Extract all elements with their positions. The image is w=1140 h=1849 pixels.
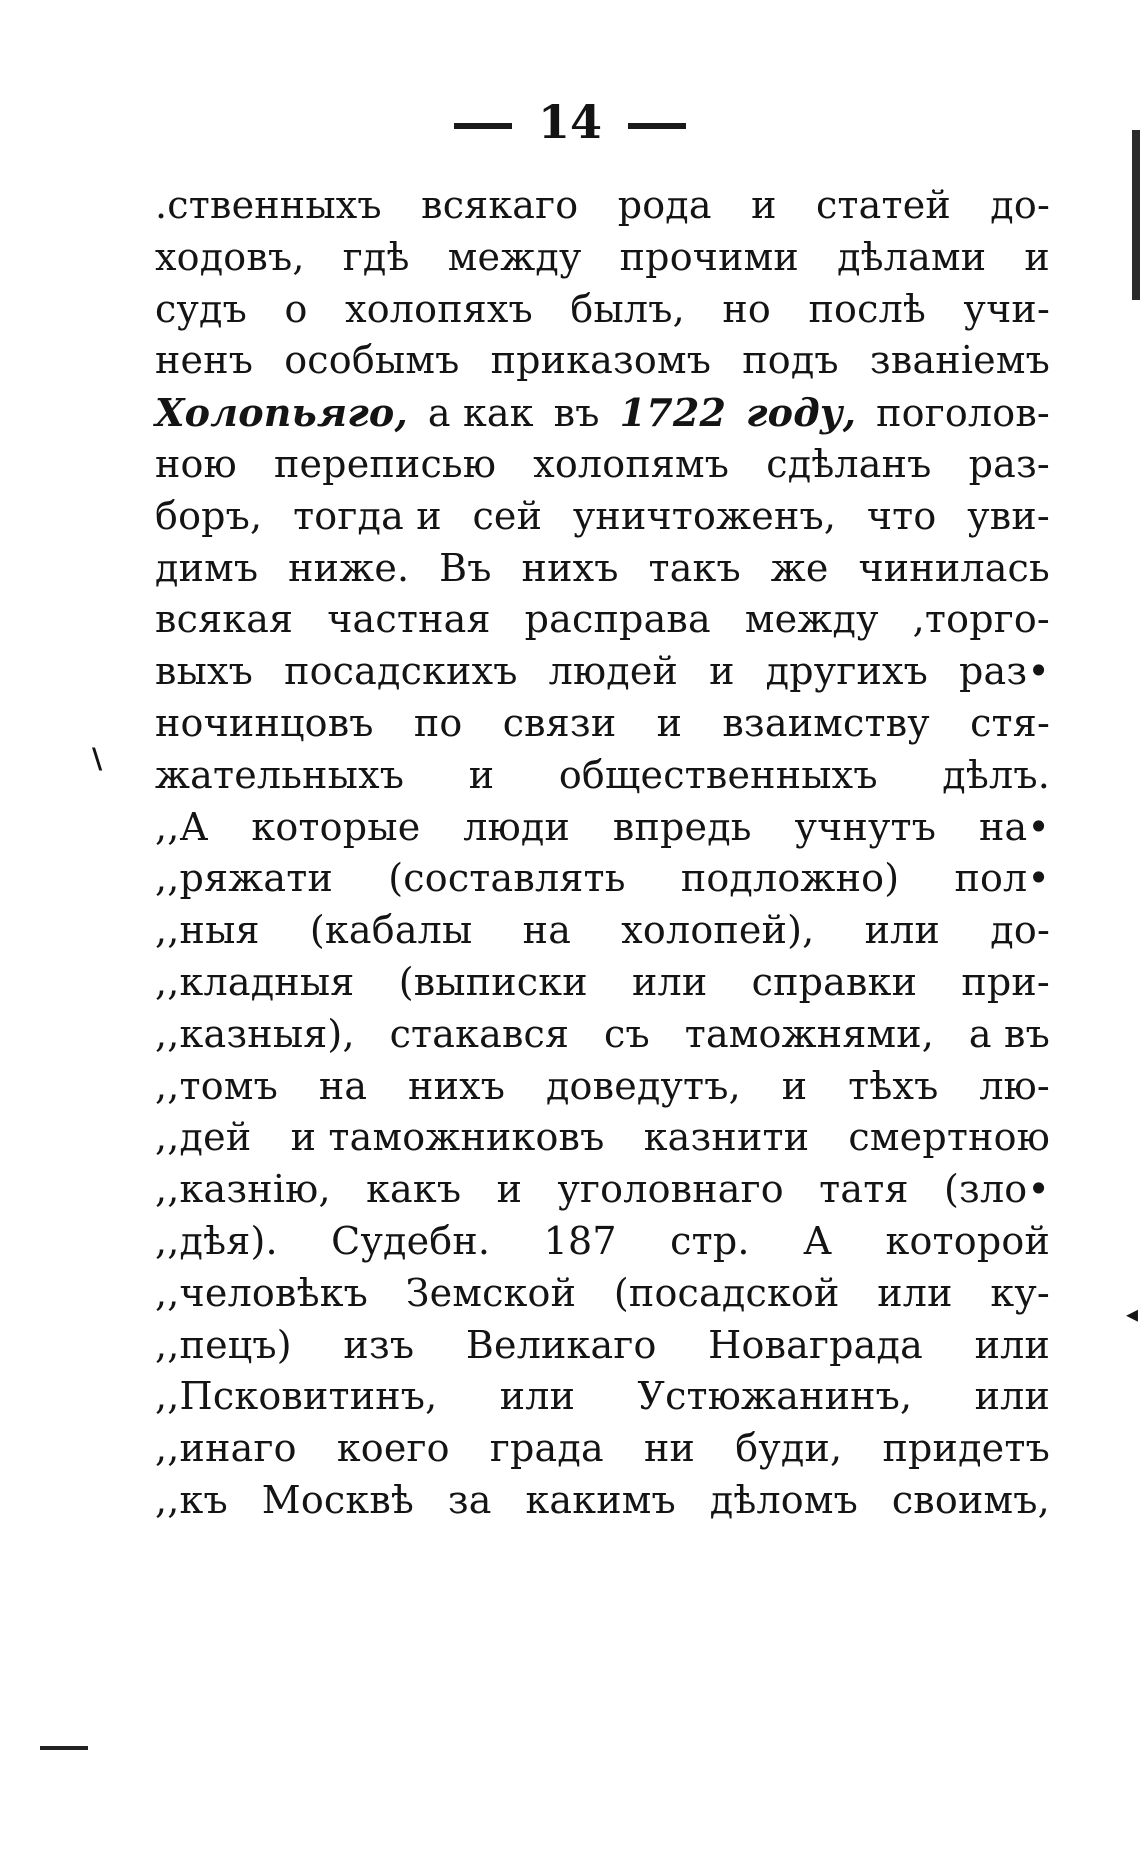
word: ,,человѣкъ (155, 1270, 369, 1315)
text-line (155, 802, 1050, 854)
word: или (632, 959, 708, 1004)
word: Новаграда (708, 1322, 923, 1367)
word: званiемъ (869, 338, 1050, 383)
word: частная (327, 597, 491, 642)
word: до- (990, 183, 1050, 227)
word: и (751, 183, 777, 227)
text-line (155, 750, 1050, 802)
word: люди (463, 804, 571, 849)
word: всякаго (421, 183, 579, 227)
word: учи- (963, 286, 1050, 331)
word: уви- (967, 493, 1050, 538)
word: ,,кладныя (155, 959, 355, 1004)
word: А (803, 1218, 833, 1263)
text-line (155, 232, 1050, 284)
word: жательныхъ (155, 752, 405, 797)
word: стя- (970, 700, 1050, 745)
word: на• (979, 804, 1050, 849)
word: боръ, (155, 493, 263, 538)
word: гдѣ (342, 234, 410, 279)
text-line (155, 1009, 1050, 1061)
word: и (468, 752, 495, 797)
word: ,,казнiю, (155, 1167, 331, 1212)
word: а как (427, 391, 534, 436)
word: ночинцовъ (155, 700, 374, 745)
text-line (155, 1216, 1050, 1268)
word: прочими (619, 234, 799, 279)
word: града (489, 1426, 604, 1471)
word: тогда и (293, 493, 442, 538)
text-line (155, 439, 1050, 491)
word: или (877, 1270, 953, 1315)
word: своимъ, (891, 1477, 1050, 1522)
word: и (709, 649, 735, 694)
word: которой (885, 1218, 1050, 1263)
word: тѣхъ (848, 1063, 939, 1108)
word: ,,ряжати (155, 856, 334, 901)
text-line (155, 646, 1050, 698)
word: расправа (524, 597, 711, 642)
word: всякая (155, 597, 294, 642)
word: дѣломъ (709, 1477, 858, 1522)
word: а въ (968, 1011, 1050, 1056)
text-line (155, 853, 1050, 905)
word: особымъ (284, 338, 460, 383)
word: казнити (643, 1115, 810, 1160)
word: смертною (848, 1115, 1050, 1160)
word: чинилась (858, 545, 1050, 590)
header-right-dash (628, 123, 686, 129)
word: и (1024, 234, 1050, 279)
word: Устюжанинъ, (637, 1374, 913, 1419)
word: до- (990, 908, 1050, 953)
word: ,,дей (155, 1115, 252, 1160)
word: но (722, 286, 772, 331)
word: ,,пецъ) (155, 1322, 292, 1367)
word: Земской (405, 1270, 577, 1315)
text-line (155, 1164, 1050, 1216)
text-line (155, 1112, 1050, 1164)
word: такъ (648, 545, 741, 590)
word: холопямъ (533, 441, 730, 486)
text-line (155, 284, 1050, 336)
text-line (155, 905, 1050, 957)
word: съ (604, 1011, 650, 1056)
word: 1722 (619, 390, 727, 436)
word: за (447, 1477, 492, 1522)
text-line (155, 698, 1050, 750)
word: подложно) (680, 856, 900, 901)
margin-arrow-icon: ◂ (1125, 1300, 1138, 1328)
word: .ственныхъ (155, 183, 382, 227)
word: ,торго- (912, 597, 1050, 642)
word: или (864, 908, 941, 953)
word: между (447, 234, 582, 279)
word: дѣлами (837, 234, 987, 279)
word: ,,А (155, 804, 209, 849)
word: поголов- (876, 391, 1050, 436)
word: на (318, 1063, 368, 1108)
word: пол• (954, 856, 1050, 901)
word: учнутъ (794, 804, 937, 849)
word: приказомъ (490, 338, 712, 383)
word: сей (472, 493, 543, 538)
word: раз- (968, 441, 1050, 486)
word: уголовнаго (557, 1167, 784, 1212)
text-line (155, 1268, 1050, 1320)
word: ходовъ, (155, 234, 305, 279)
word: ку- (990, 1270, 1050, 1315)
word: сдѣланъ (766, 441, 932, 486)
word: раз• (959, 649, 1050, 694)
word: ною (155, 441, 237, 486)
text-line (155, 543, 1050, 595)
word: Великаго (465, 1322, 657, 1367)
word: по (413, 700, 463, 745)
text-line (155, 387, 1050, 439)
body-text (155, 180, 1050, 1527)
word: Судебн. (331, 1218, 491, 1263)
word: буди, (735, 1426, 843, 1471)
word: переписью (273, 441, 497, 486)
word: димъ (155, 545, 259, 590)
word: при- (961, 959, 1050, 1004)
word: между (744, 597, 879, 642)
word: (посадской (613, 1270, 840, 1315)
word: таможнями, (684, 1011, 935, 1056)
word: ни (644, 1426, 696, 1471)
margin-mark: \ (92, 742, 103, 775)
word: коего (336, 1426, 450, 1471)
text-line (155, 335, 1050, 387)
word: какимъ (525, 1477, 676, 1522)
word: 187 (543, 1218, 617, 1263)
word: статей (815, 183, 951, 227)
word: ниже. (288, 545, 410, 590)
word: выхъ (155, 649, 254, 694)
header-left-dash (454, 123, 512, 129)
word: связи (502, 700, 617, 745)
word: нихъ (408, 1063, 506, 1108)
word: придетъ (882, 1426, 1050, 1471)
text-line (155, 180, 1050, 232)
word: и (656, 700, 683, 745)
word: посадскихъ (284, 649, 518, 694)
word: былъ, (570, 286, 685, 331)
word: Въ (439, 545, 492, 590)
word: судъ (155, 286, 248, 331)
word: ,,казныя), (155, 1011, 355, 1056)
word: же (770, 545, 829, 590)
word: ,,ныя (155, 908, 260, 953)
word: или (499, 1374, 576, 1419)
text-line (155, 1320, 1050, 1372)
bottom-rule (40, 1746, 88, 1750)
word: (зло• (944, 1167, 1050, 1212)
page-header (0, 92, 1140, 152)
word: ненъ (155, 338, 254, 383)
word: ,,дѣя). (155, 1218, 278, 1263)
text-line (155, 491, 1050, 543)
word: холопяхъ (345, 286, 533, 331)
text-line (155, 1061, 1050, 1113)
word: ,,Псковитинъ, (155, 1374, 438, 1419)
word: взаимству (722, 700, 930, 745)
text-line (155, 594, 1050, 646)
word: татя (819, 1167, 909, 1212)
word: (выписки (398, 959, 588, 1004)
word: ,,инаго (155, 1426, 297, 1471)
word: стр. (670, 1218, 750, 1263)
word: нихъ (521, 545, 619, 590)
word: ,,томъ (155, 1063, 278, 1108)
word: лю- (979, 1063, 1050, 1108)
word: рода (617, 183, 712, 227)
word: ,,къ (155, 1477, 228, 1522)
word: холопей), (621, 908, 815, 953)
word: и таможниковъ (290, 1115, 605, 1160)
word: справки (751, 959, 918, 1004)
word: Москвѣ (261, 1477, 415, 1522)
word: послѣ (808, 286, 927, 331)
word: на (522, 908, 572, 953)
page-edge-shadow (1132, 130, 1140, 300)
word: или (974, 1322, 1050, 1367)
word: и (496, 1167, 523, 1212)
word: доведутъ, (545, 1063, 741, 1108)
word: Холопьяго, (155, 390, 408, 436)
word: впредь (612, 804, 752, 849)
word: о (284, 286, 308, 331)
word: году, (746, 390, 857, 436)
text-line (155, 1371, 1050, 1423)
word: какъ (366, 1167, 462, 1212)
text-line (155, 957, 1050, 1009)
word: людей (548, 649, 679, 694)
word: подъ (742, 338, 839, 383)
word: что (866, 493, 937, 538)
page-number: 14 (537, 95, 602, 149)
word: дѣлъ. (942, 752, 1050, 797)
word: уничтоженъ, (572, 493, 837, 538)
word: или (974, 1374, 1050, 1419)
word: общественныхъ (558, 752, 878, 797)
word: другихъ (765, 649, 928, 694)
text-line (155, 1475, 1050, 1527)
word: стакався (389, 1011, 570, 1056)
word: и (781, 1063, 808, 1108)
text-line (155, 1423, 1050, 1475)
word: изъ (343, 1322, 415, 1367)
word: (составлять (388, 856, 626, 901)
word: (кабалы (309, 908, 473, 953)
word: которые (251, 804, 421, 849)
word: въ (553, 391, 600, 436)
